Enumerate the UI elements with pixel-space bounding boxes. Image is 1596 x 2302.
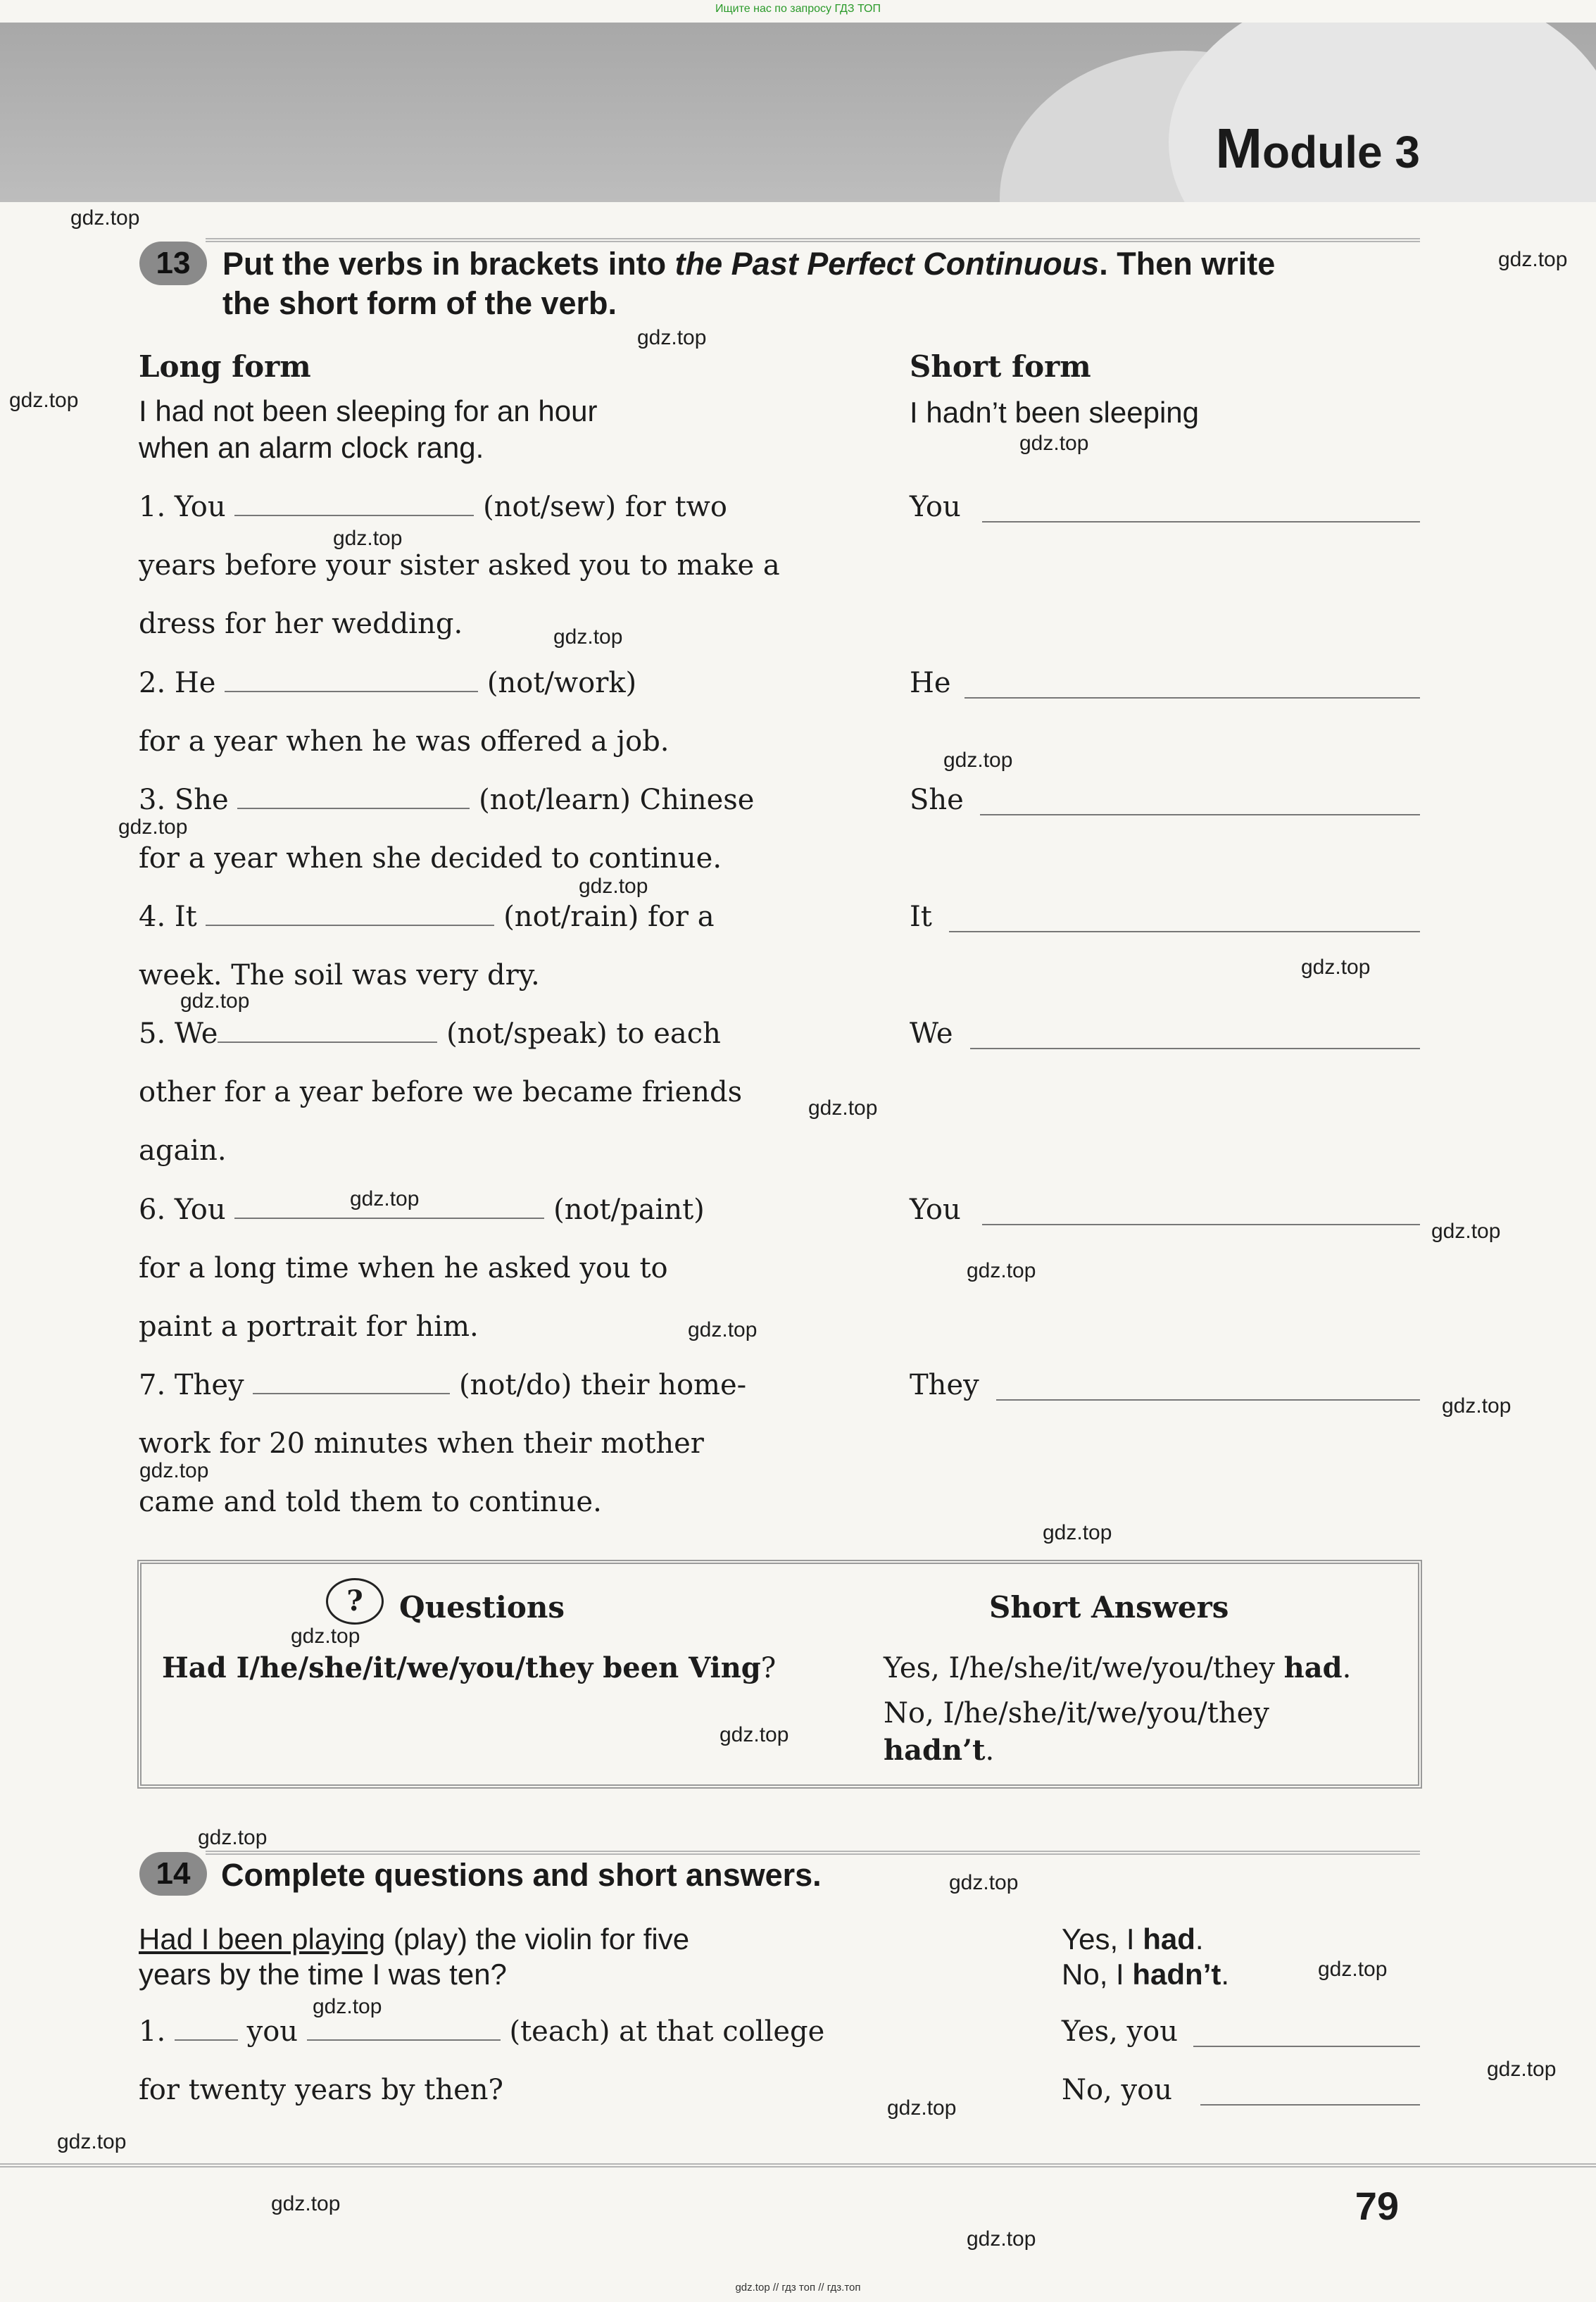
item-14-1-no-blank[interactable]	[1200, 2104, 1420, 2106]
watermark: gdz.top	[70, 206, 140, 230]
short-form-heading: Short form	[910, 349, 1091, 384]
watermark: gdz.top	[291, 1625, 360, 1648]
footer-divider	[0, 2163, 1596, 2169]
watermark: gdz.top	[1019, 432, 1089, 455]
item-5-line1: 5. We (not/speak) to each	[139, 1018, 721, 1050]
watermark: gdz.top	[943, 749, 1013, 772]
item-5-line3: again.	[139, 1134, 227, 1167]
question-subject: Had I/he/she/it/we/you/they	[162, 1651, 603, 1684]
watermark: gdz.top	[808, 1096, 878, 1120]
exercise-13-instruction: Put the verbs in brackets into the Past Perfect Continuous. Then write the short form of the verb.	[222, 246, 1276, 321]
answer-blank[interactable]	[225, 685, 478, 692]
item-1-short-blank[interactable]	[982, 521, 1420, 523]
item-5-short-blank[interactable]	[970, 1048, 1420, 1049]
item-14-1-line2: for twenty years by then?	[139, 2074, 503, 2106]
watermark: gdz.top	[271, 2192, 341, 2215]
bottom-note: gdz.top // гдз топ // гдз.топ	[735, 2282, 861, 2294]
example-no-answer: No, I hadn’t.	[1062, 1958, 1230, 1991]
watermark: gdz.top	[967, 2227, 1036, 2251]
exercise-number-badge: 13	[139, 242, 207, 285]
watermark: gdz.top	[57, 2130, 127, 2153]
item-4-line1: 4. It (not/rain) for a	[139, 901, 715, 933]
answer-blank[interactable]	[307, 2034, 501, 2041]
item-1-line1: 1. You (not/sew) for two	[139, 491, 727, 523]
example-yes-answer: Yes, I had.	[1062, 1922, 1204, 1956]
watermark: gdz.top	[9, 389, 79, 412]
item-2-line2: for a year when he was offered a job.	[139, 725, 670, 758]
questions-heading: Questions	[399, 1590, 565, 1625]
question-mark: ?	[760, 1652, 777, 1684]
watermark: gdz.top	[637, 326, 707, 349]
watermark: gdz.top	[688, 1318, 758, 1341]
top-note: Ищите нас по запросу ГДЗ ТОП	[715, 3, 881, 15]
exercise-14-instruction: Complete questions and short answers.	[221, 1857, 822, 1893]
no-answer-pattern-end: hadn’t.	[884, 1734, 995, 1767]
exercise-number-badge: 14	[139, 1852, 207, 1896]
item-7-line1: 7. They (not/do) their home-	[139, 1369, 747, 1401]
item-14-1-yes-blank[interactable]	[1193, 2046, 1420, 2047]
watermark: gdz.top	[1318, 1958, 1388, 1981]
item-5-short-label: We	[910, 1018, 953, 1050]
yes-answer-pattern: Yes, I/he/she/it/we/you/they had.	[884, 1651, 1352, 1684]
example-question-line2: years by the time I was ten?	[139, 1958, 507, 1991]
watermark: gdz.top	[1301, 956, 1371, 979]
example-long-line1: I had not been sleeping for an hour	[139, 394, 598, 427]
watermark: gdz.top	[553, 625, 623, 649]
answer-blank[interactable]	[206, 919, 494, 926]
module-title: Module 3	[1215, 117, 1420, 180]
item-4-line2: week. The soil was very dry.	[139, 959, 540, 992]
item-7-line2: work for 20 minutes when their mother	[139, 1427, 704, 1460]
question-pattern	[162, 1651, 776, 1684]
watermark: gdz.top	[350, 1187, 420, 1211]
item-7-short-blank[interactable]	[996, 1399, 1420, 1401]
watermark: gdz.top	[887, 2096, 957, 2120]
item-3-line1: 3. She (not/learn) Chinese	[139, 784, 755, 816]
watermark: gdz.top	[313, 1995, 382, 2018]
watermark: gdz.top	[579, 875, 648, 898]
item-1-line3: dress for her wedding.	[139, 608, 463, 640]
answer-blank[interactable]	[175, 2034, 238, 2041]
question-mark-icon: ?	[326, 1578, 384, 1625]
answer-blank[interactable]	[253, 1387, 450, 1394]
section-divider	[206, 238, 1420, 242]
item-1-short-label: You	[910, 491, 961, 523]
item-6-line3: paint a portrait for him.	[139, 1310, 479, 1343]
watermark: gdz.top	[198, 1826, 268, 1849]
watermark: gdz.top	[949, 1871, 1019, 1894]
answer-blank[interactable]	[218, 1036, 437, 1043]
watermark: gdz.top	[1487, 2058, 1557, 2081]
watermark: gdz.top	[1442, 1394, 1512, 1418]
watermark: gdz.top	[967, 1259, 1036, 1282]
item-6-line2: for a long time when he asked you to	[139, 1252, 668, 1284]
short-answers-heading: Short Answers	[989, 1590, 1229, 1625]
example-short-form: I hadn’t been sleeping	[910, 396, 1199, 429]
item-14-1-line1: 1. you (teach) at that college	[139, 2015, 825, 2048]
section-divider	[206, 1851, 1420, 1855]
watermark: gdz.top	[180, 989, 250, 1013]
item-7-line3: came and told them to continue.	[139, 1486, 602, 1518]
item-3-line2: for a year when she decided to continue.	[139, 842, 722, 875]
watermark: gdz.top	[118, 815, 188, 839]
watermark: gdz.top	[1431, 1220, 1501, 1243]
item-6-short-blank[interactable]	[982, 1224, 1420, 1225]
item-3-short-blank[interactable]	[980, 814, 1420, 815]
page-number: 79	[1355, 2184, 1399, 2228]
watermark: gdz.top	[1498, 248, 1568, 271]
item-2-line1: 2. He (not/work)	[139, 667, 637, 699]
item-3-short-label: She	[910, 784, 964, 816]
no-answer-pattern: No, I/he/she/it/we/you/they	[884, 1697, 1269, 1729]
long-form-heading: Long form	[139, 349, 311, 384]
item-5-line2: other for a year before we became friends	[139, 1076, 743, 1108]
item-4-short-blank[interactable]	[949, 931, 1420, 932]
watermark: gdz.top	[720, 1723, 789, 1746]
answer-blank[interactable]	[234, 1212, 544, 1219]
item-2-short-label: He	[910, 667, 951, 699]
example-long-line2: when an alarm clock rang.	[139, 431, 484, 464]
question-verb: been Ving	[603, 1651, 761, 1684]
item-2-short-blank[interactable]	[964, 697, 1420, 699]
watermark: gdz.top	[139, 1459, 209, 1482]
item-14-1-yes: Yes, you	[1062, 2015, 1178, 2048]
item-6-short-label: You	[910, 1194, 961, 1226]
item-6-line1: 6. You (not/paint)	[139, 1194, 705, 1226]
example-question-line1: Had I been playing (play) the violin for five	[139, 1922, 690, 1956]
item-1-line2: years before your sister asked you to make a	[139, 549, 780, 582]
answer-blank[interactable]	[234, 509, 474, 516]
answer-blank[interactable]	[237, 802, 470, 809]
item-14-1-no: No, you	[1062, 2074, 1172, 2106]
watermark: gdz.top	[333, 527, 403, 550]
item-4-short-label: It	[910, 901, 932, 933]
item-7-short-label: They	[910, 1369, 979, 1401]
watermark: gdz.top	[1043, 1521, 1112, 1544]
